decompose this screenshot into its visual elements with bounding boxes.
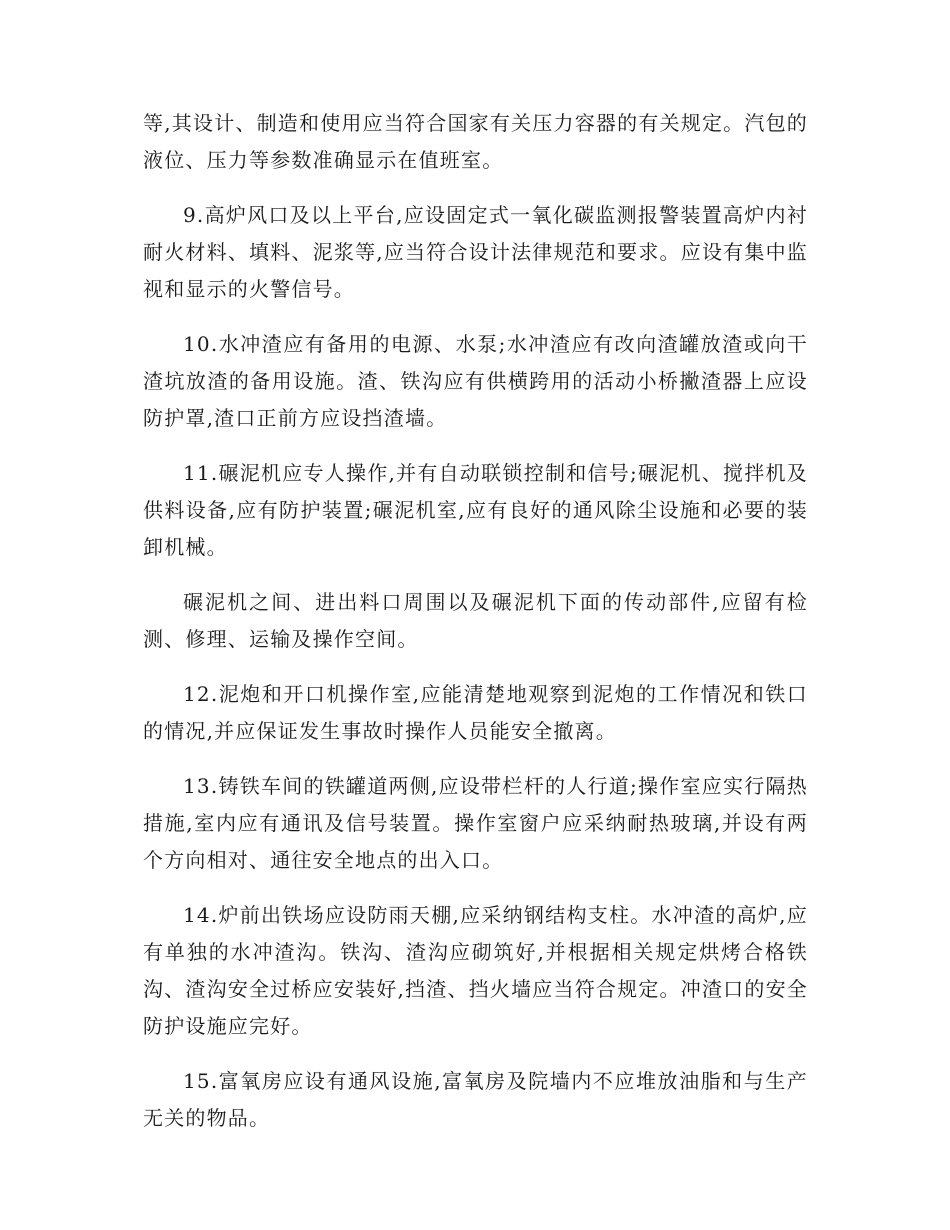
- paragraph-item-12: 12.泥炮和开口机操作室,应能清楚地观察到泥炮的工作情况和铁口的情况,并应保证发生事故时操作人员能安全撤离。: [143, 682, 808, 743]
- paragraph-continuation: 等,其设计、制造和使用应当符合国家有关压力容器的有关规定。汽包的液位、压力等参数准确显示在值班室。: [143, 111, 808, 172]
- paragraph-item-9: 9.高炉风口及以上平台,应设固定式一氧化碳监测报警装置高炉内衬耐火材料、填料、泥浆等,应当符合设计法律规范和要求。应设有集中监视和显示的火警信号。: [143, 203, 808, 301]
- paragraph-item-11: 11.碾泥机应专人操作,并有自动联锁控制和信号;碾泥机、搅拌机及供料设备,应有防护装置;碾泥机室,应有良好的通风除尘设施和必要的装卸机械。: [143, 461, 808, 559]
- document-body: [143, 105, 808, 1155]
- paragraph-item-11-continued: 碾泥机之间、进出料口周围以及碾泥机下面的传动部件,应留有检测、修理、运输及操作空间。: [143, 590, 808, 651]
- paragraph-item-13: 13.铸铁车间的铁罐道两侧,应设带栏杆的人行道;操作室应实行隔热措施,室内应有通讯及信号装置。操作室窗户应采纳耐热玻璃,并设有两个方向相对、通往安全地点的出入口。: [143, 774, 808, 872]
- paragraph-item-15: 15.富氧房应设有通风设施,富氧房及院墙内不应堆放油脂和与生产无关的物品。: [143, 1069, 808, 1130]
- paragraph-item-10: 10.水冲渣应有备用的电源、水泵;水冲渣应有改向渣罐放渣或向干渣坑放渣的备用设施。渣、铁沟应有供横跨用的活动小桥撇渣器上应设防护罩,渣口正前方应设挡渣墙。: [143, 332, 808, 430]
- paragraph-item-14: 14.炉前出铁场应设防雨天棚,应采纳钢结构支柱。水冲渣的高炉,应有单独的水冲渣沟。铁沟、渣沟应砌筑好,并根据相关规定烘烤合格铁沟、渣沟安全过桥应安装好,挡渣、挡火墙应当符合规定。冲渣口的安全防护设施应完好。: [143, 903, 808, 1038]
